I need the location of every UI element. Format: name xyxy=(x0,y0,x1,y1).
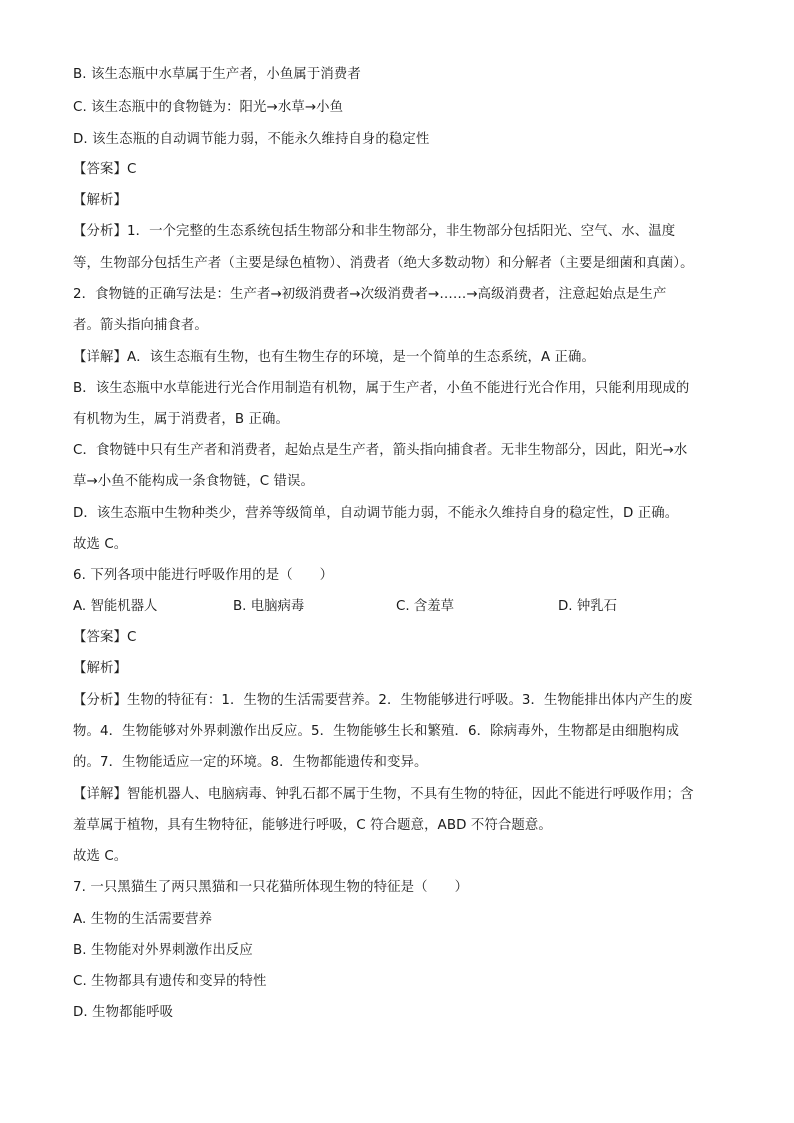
q6-option-b: B. 电脑病毒 xyxy=(233,599,305,614)
q7-question: 7. 一只黑猫生了两只黑猫和一只花猫所体现生物的特征是（ ） xyxy=(73,880,469,895)
q5-answer: 【答案】C xyxy=(73,162,137,177)
q7-option-d: D. 生物都能呼吸 xyxy=(73,1005,174,1020)
q6-analysis-line: 【分析】生物的特征有：1．生物的生活需要营养。2．生物能够进行呼吸。3．生物能排出体内产生的废 xyxy=(73,693,693,708)
q6-answer: 【答案】C xyxy=(73,630,137,645)
q5-option-d: D. 该生态瓶的自动调节能力弱，不能永久维持自身的稳定性 xyxy=(73,132,430,147)
q6-question: 6. 下列各项中能进行呼吸作用的是（ ） xyxy=(73,568,334,583)
q6-option-c: C. 含羞草 xyxy=(396,599,455,614)
q7-option-c: C. 生物都具有遗传和变异的特性 xyxy=(73,974,267,989)
q5-option-b: B. 该生态瓶中水草属于生产者，小鱼属于消费者 xyxy=(73,67,361,82)
q6-analysis-line: 物。4．生物能够对外界刺激作出反应。5．生物能够生长和繁殖．6．除病毒外，生物都是由细胞构成 xyxy=(73,724,679,739)
q5-analysis-line: 等，生物部分包括生产者（主要是绿色植物）、消费者（绝大多数动物）和分解者（主要是细菌和真菌）。 xyxy=(73,256,694,271)
q6-option-d: D. 钟乳石 xyxy=(558,599,617,614)
q6-analysis-line: 的。7．生物能适应一定的环境。8．生物都能遗传和变异。 xyxy=(73,755,428,770)
q6-detail-line: 故选 C。 xyxy=(73,849,128,864)
q5-option-c: C. 该生态瓶中的食物链为：阳光→水草→小鱼 xyxy=(73,100,344,115)
q5-analysis-heading: 【解析】 xyxy=(73,193,127,208)
q5-detail-line: B．该生态瓶中水草能进行光合作用制造有机物，属于生产者，小鱼不能进行光合作用，只能利用现成的 xyxy=(73,381,690,396)
q6-detail-line: 【详解】智能机器人、电脑病毒、钟乳石都不属于生物，不具有生物的特征，因此不能进行呼吸作用；含 xyxy=(73,787,694,802)
q5-detail-line: D．该生态瓶中生物种类少，营养等级简单，自动调节能力弱，不能永久维持自身的稳定性，D 正确。 xyxy=(73,506,679,521)
q5-analysis-line: 2．食物链的正确写法是：生产者→初级消费者→次级消费者→……→高级消费者，注意起始点是生产 xyxy=(73,287,667,302)
q6-analysis-heading: 【解析】 xyxy=(73,661,127,676)
q5-detail-line: 草→小鱼不能构成一条食物链，C 错误。 xyxy=(73,474,314,489)
q5-analysis-line: 【分析】1．一个完整的生态系统包括生物部分和非生物部分，非生物部分包括阳光、空气、水、温度 xyxy=(73,224,676,239)
q5-detail-line: C．食物链中只有生产者和消费者，起始点是生产者，箭头指向捕食者。无非生物部分，因此，阳光→水 xyxy=(73,443,688,458)
q6-detail-line: 羞草属于植物，具有生物特征，能够进行呼吸，C 符合题意，ABD 不符合题意。 xyxy=(73,818,552,833)
q7-option-b: B. 生物能对外界刺激作出反应 xyxy=(73,943,253,958)
q5-analysis-line: 者。箭头指向捕食者。 xyxy=(73,318,208,333)
q5-detail-line: 【详解】A．该生态瓶有生物，也有生物生存的环境，是一个简单的生态系统，A 正确。 xyxy=(73,350,596,365)
q6-options xyxy=(73,598,733,618)
q5-detail-line: 有机物为生，属于消费者，B 正确。 xyxy=(73,412,290,427)
q6-option-a: A. 智能机器人 xyxy=(73,599,158,614)
q5-detail-line: 故选 C。 xyxy=(73,537,128,552)
q7-option-a: A. 生物的生活需要营养 xyxy=(73,912,213,927)
